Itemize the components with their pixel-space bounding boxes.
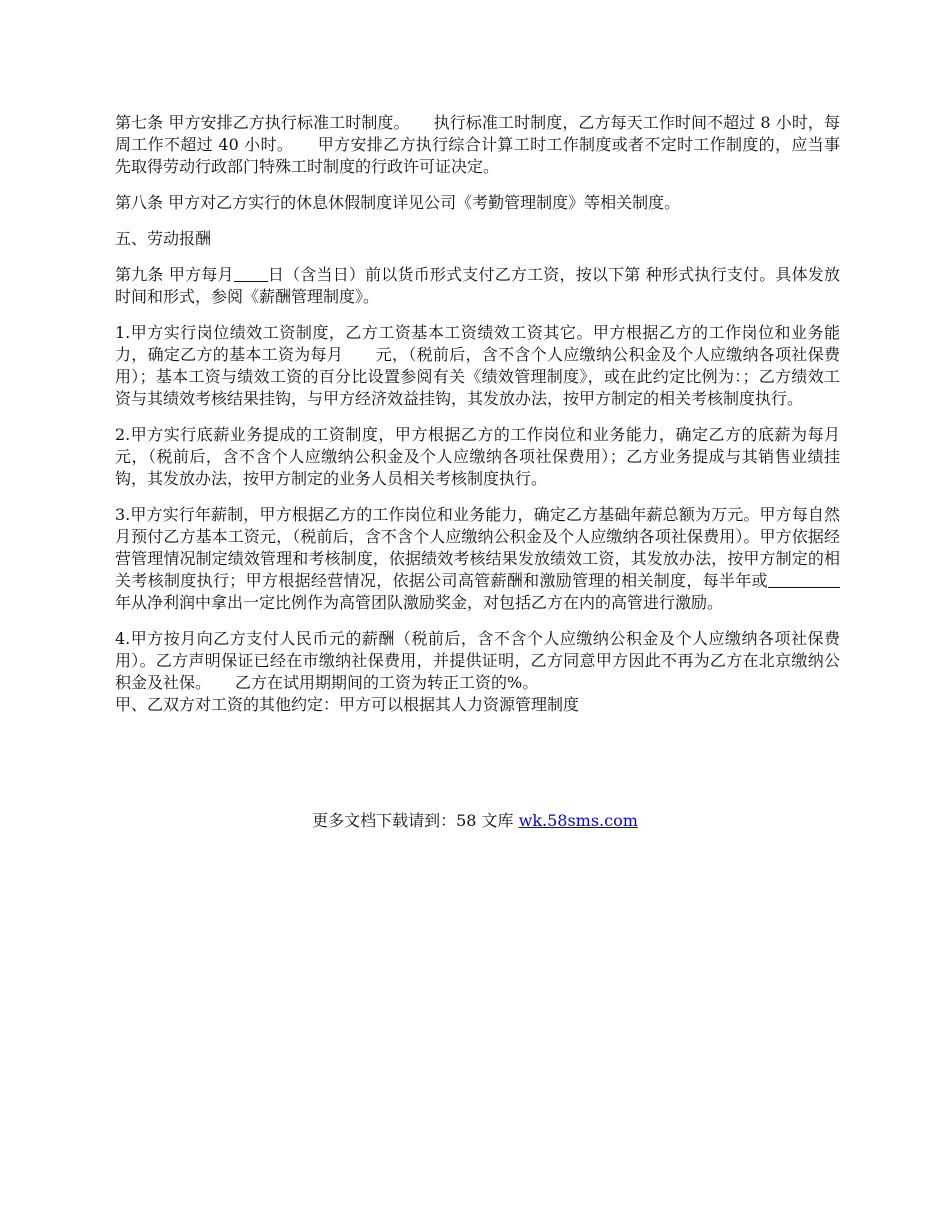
article-9-text-end: 日（含当日）前以货币形式支付乙方工资，按以下第 种形式执行支付。具体发放时间和形式，参阅《薪酬管理制度》。 (115, 265, 841, 306)
salary-option-3-text-start: 3.甲方实行年薪制，甲方根据乙方的工作岗位和业务能力，确定乙方基础年薪总额为万元。甲方每自然月预付乙方基本工资元，（税前后，含不含个人应缴纳公积金及个人应缴纳各项社保费用）。甲方依据经营管理情况制定绩效管理和考核制度，依据绩效考核结果发放绩效工资，其发放办法，按甲方制定的相关考核制度执行；甲方根据经营情况，依据公司高管薪酬和激励管理的相关制度，每半年或 (115, 505, 840, 590)
day-blank (234, 265, 268, 282)
salary-option-3 (115, 504, 840, 614)
download-footer (0, 808, 950, 831)
salary-option-4: 4.甲方按月向乙方支付人民币元的薪酬（税前后，含不含个人应缴纳公积金及个人应缴纳各项社保费用）。乙方声明保证已经在市缴纳社保费用，并提供证明，乙方同意甲方因此不再为乙方在北京缴纳公积金及社保。 乙方在试用期期间的工资为转正工资的%。 (115, 629, 840, 692)
salary-option-1: 1.甲方实行岗位绩效工资制度，乙方工资基本工资绩效工资其它。甲方根据乙方的工作岗位和业务能力，确定乙方的基本工资为每月 元，（税前后，含不含个人应缴纳公积金及个人应缴纳各项社保费用）；基本工资与绩效工资的百分比设置参阅有关《绩效管理制度》，或在此约定比例为：；乙方绩效工资与其绩效考核结果挂钩，与甲方经济效益挂钩，其发放办法，按甲方制定的相关考核制度执行。 (115, 323, 840, 408)
period-blank (768, 571, 840, 588)
article-9 (115, 264, 840, 308)
document-body (115, 112, 840, 730)
article-8: 第八条 甲方对乙方实行的休息休假制度详见公司《考勤管理制度》等相关制度。 (115, 193, 681, 212)
other-salary-agreement: 甲、乙双方对工资的其他约定：甲方可以根据其人力资源管理制度 (115, 695, 580, 714)
section-heading-compensation: 五、劳动报酬 (115, 229, 212, 248)
footer-label: 更多文档下载请到：58 文库 (312, 811, 519, 830)
footer-link[interactable]: wk.58sms.com (518, 811, 638, 830)
article-9-text-start: 第九条 甲方每月 (115, 265, 234, 284)
article-7: 第七条 甲方安排乙方执行标准工时制度。 执行标准工时制度，乙方每天工作时间不超过 8 小时，每周工作不超过 40 小时。 甲方安排乙方执行综合计算工时工作制度或者不定时工作制度的，应当事先取得劳动行政部门特殊工时制度的行政许可证决定。 (115, 113, 840, 176)
salary-option-3-text-end: 年从净利润中拿出一定比例作为高管团队激励奖金，对包括乙方在内的高管进行激励。 (115, 593, 724, 612)
salary-option-2: 2.甲方实行底薪业务提成的工资制度，甲方根据乙方的工作岗位和业务能力，确定乙方的底薪为每月元，（税前后，含不含个人应缴纳公积金及个人应缴纳各项社保费用）；乙方业务提成与其销售业绩挂钩，其发放办法，按甲方制定的业务人员相关考核制度执行。 (115, 425, 840, 488)
